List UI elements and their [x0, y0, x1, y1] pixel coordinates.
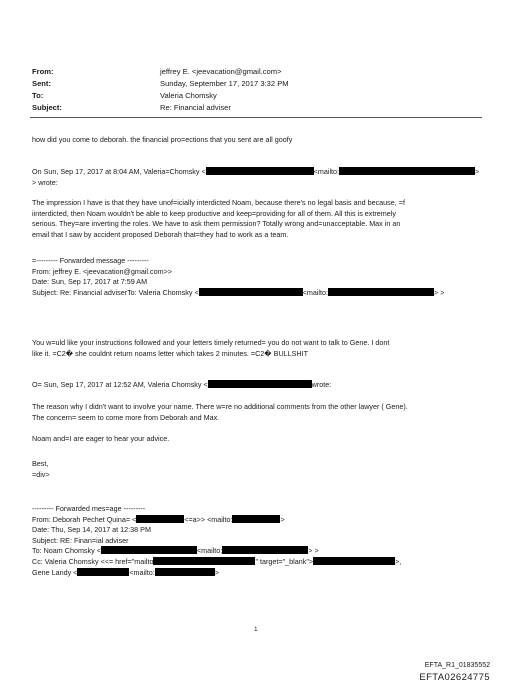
- impression-paragraph: [32, 198, 484, 240]
- body-line: like it. =C2� she couldnt return noams letter which takes 2 minutes. =C2� BULLSHIT: [32, 348, 309, 358]
- redaction-box: [153, 557, 255, 565]
- sent-value: Sunday, September 17, 2017 3:32 PM: [160, 79, 289, 88]
- subject-value: Re: Financial adviser: [160, 103, 231, 112]
- body-line: From: Deborah Pechet Quina= <: [32, 514, 137, 524]
- redaction-box: [328, 288, 434, 296]
- body-line: >: [280, 514, 285, 524]
- sent-label: Sent:: [32, 79, 51, 88]
- redaction-box: [155, 568, 215, 576]
- redaction-box: [206, 167, 314, 175]
- body-line: serious. They=are inverting the roles. We have to ask them permission? Totally wrong and=unacceptable. Max in an: [32, 219, 401, 229]
- body-line: Best,: [32, 459, 49, 468]
- redaction-box: [136, 515, 184, 523]
- body-line: Gene Landy <: [32, 567, 78, 577]
- header-divider: [30, 117, 482, 118]
- body-line: > >: [434, 287, 445, 297]
- body-line: >: [475, 167, 480, 176]
- redaction-box: [313, 557, 395, 565]
- body-line: Date: Thu, Sep 14, 2017 at 12:38 PM: [32, 525, 151, 535]
- redaction-box: [222, 546, 308, 554]
- redaction-box: [339, 167, 475, 175]
- body-line: To: Noam Chomsky <: [32, 546, 101, 556]
- forwarded-header-2: [32, 504, 484, 578]
- body-line: <mailto:: [313, 167, 340, 176]
- body-line: The reason why I didn't want to involve your name. There w=re no additional comments from the other lawyer ( Gene).: [32, 402, 408, 411]
- quoted-header-2: [32, 380, 484, 391]
- body-line: wrote:: [311, 380, 332, 389]
- redaction-box: [77, 568, 129, 576]
- body-line: <mailto:: [129, 567, 155, 577]
- body-line: =div>: [32, 469, 50, 479]
- reply-paragraph: [32, 135, 484, 146]
- body-line: Cc: Valeria Chomsky <<= href="mailto: [32, 556, 154, 566]
- body-line: >: [214, 567, 219, 577]
- to-label: To:: [32, 91, 44, 100]
- reason-paragraph: [32, 402, 484, 423]
- body-line: The impression I have is that they have unof=icially interdicted Noam, because there's no legal basis and because, =f: [32, 198, 405, 207]
- body-line: " target="_blank">: [255, 556, 314, 566]
- body-line: O= Sun, Sep 17, 2017 at 12:52 AM, Valeria Chomsky <: [32, 380, 208, 389]
- bates-id-small: EFTA_R1_01835552: [424, 662, 490, 669]
- body-line: Subject: Re: Financial adviserTo: Valeria Chomsky <: [32, 287, 199, 297]
- body-line: On Sun, Sep 17, 2017 at 8:04 AM, Valeria=Chomsky <: [32, 167, 206, 176]
- from-label: From:: [32, 67, 54, 76]
- redaction-box: [232, 515, 280, 523]
- body-line: how did you come to deborah. the financial pro=ections that you sent are all goofy: [32, 135, 293, 144]
- body-line: <mailto:: [302, 287, 329, 297]
- body-line: Subject: RE: Finan=ial adviser: [32, 535, 129, 545]
- instructions-paragraph: [32, 338, 484, 359]
- body-line: From: jeffrey E. <jeevacation@gmail.com>>: [32, 266, 172, 276]
- body-line: >,: [395, 556, 402, 566]
- body-line: You w=uld like your instructions followed and your letters timely returned= you do not want to talk to Gene. I dont: [32, 338, 390, 347]
- redaction-box: [101, 546, 197, 554]
- body-line: The concern= seem to come more from Deborah and Max.: [32, 412, 220, 422]
- body-line: email that I saw by accident proposed Deborah that=they had to work as a team.: [32, 229, 289, 239]
- body-line: =--------- Forwarded message ---------: [32, 256, 149, 265]
- body-line: <=a>> <mailto:: [184, 514, 233, 524]
- redaction-box: [199, 288, 303, 296]
- forwarded-header-1: [32, 256, 484, 298]
- to-value: Valeria Chomsky: [160, 91, 217, 100]
- quoted-header-1: [32, 167, 484, 188]
- body-line: > >: [308, 546, 319, 556]
- advice-paragraph: [32, 434, 484, 445]
- body-line: --------- Forwarded mes=age ---------: [32, 504, 146, 513]
- body-line: > wrote:: [32, 177, 58, 187]
- body-line: <mailto:: [196, 546, 223, 556]
- body-line: Noam and=I are eager to hear your advice.: [32, 434, 170, 443]
- from-value: jeffrey E. <jeevacation@gmail.com>: [160, 67, 282, 76]
- subject-label: Subject:: [32, 103, 62, 112]
- bates-id-large: EFTA02624775: [419, 672, 490, 683]
- signature: [32, 459, 484, 480]
- redaction-box: [208, 380, 312, 388]
- body-line: iinterdicted, then Noam wouldn't be able to keep productive and keep=providing for all of them. All this is extremely: [32, 208, 396, 218]
- page-number: 1: [254, 626, 258, 633]
- body-line: Date: Sun, Sep 17, 2017 at 7:59 AM: [32, 277, 148, 287]
